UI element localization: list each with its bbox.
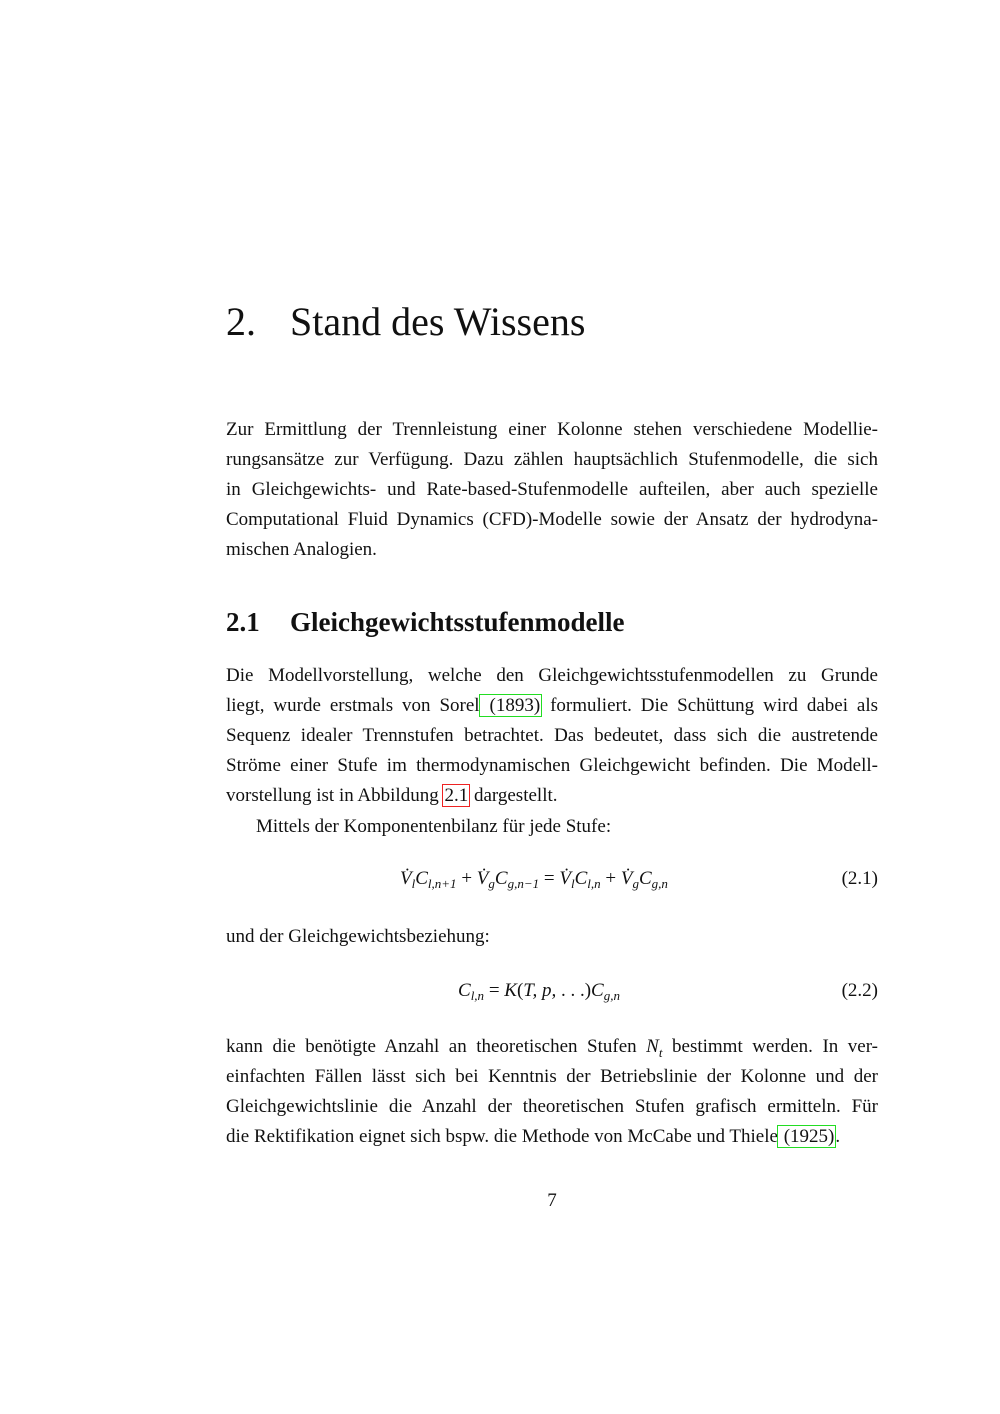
chapter-title: Stand des Wissens [290, 299, 586, 344]
text-line [226, 781, 878, 811]
paragraph-balance-intro [226, 812, 878, 842]
text-fragment: dargestellt. [469, 785, 558, 806]
equation-2-1 [226, 868, 878, 902]
intro-paragraph [226, 415, 878, 565]
text-line [226, 1032, 878, 1062]
paragraph-equilibrium-intro [226, 922, 878, 952]
page-number: 7 [547, 1190, 557, 1211]
text-line: einfachten Fällen lässt sich bei Kenntnis der Betriebslinie der Kolonne und der [226, 1066, 878, 1087]
text-line: Gleichgewichtslinie die Anzahl der theoretischen Stufen grafisch ermitteln. Für [226, 1096, 878, 1117]
text-line: mischen Analogien. [226, 539, 377, 560]
text-line [226, 1122, 878, 1152]
equation-body: $V̇_lC_{l,n+1}$ + $V̇_gC_{g,n-1}$ = $V̇_lC_{l,n}$ + $V̇_gC_{g,n}$ [400, 868, 668, 891]
text-fragment: formuliert. Die Schüttung wird dabei als [541, 695, 879, 716]
text-fragment: vorstellung ist in Abbildung [226, 785, 444, 806]
symbol-subscript: t [658, 1044, 663, 1060]
text-line: rungsansätze zur Verfügung. Dazu zählen hauptsächlich Stufenmodelle, die sich [226, 449, 878, 470]
paragraph-stages [226, 1032, 878, 1152]
text-fragment: liegt, wurde erstmals von Sorel [226, 695, 480, 716]
text-fragment: . [835, 1126, 841, 1147]
chapter-number: 2. [226, 299, 256, 344]
equation-2-2 [226, 980, 878, 1014]
text-fragment: die Rektifikation eignet sich bspw. die Methode von McCabe und Thiele [226, 1126, 778, 1147]
section-heading [226, 604, 624, 640]
equation-body: $C_{l,n} = K(T$, p, . . $.)C_{g,n}$ [458, 980, 620, 1003]
text-line: Computational Fluid Dynamics (CFD)-Modelle sowie der Ansatz der hydrodyna- [226, 509, 878, 530]
text-line: Sequenz idealer Trennstufen betrachtet. Das bedeutet, dass sich die austretende [226, 725, 878, 746]
text-fragment: kann die benötigte Anzahl an theoretischen Stufen [226, 1036, 647, 1057]
figure-reference-link[interactable]: 2.1 [444, 785, 469, 806]
paragraph-model [226, 661, 878, 811]
text-line: und der Gleichgewichtsbeziehung: [226, 926, 490, 947]
text-line: Die Modellvorstellung, welche den Gleichgewichtsstufenmodellen zu Grunde [226, 665, 878, 686]
equation-number: (2.1) [841, 868, 878, 889]
text-line: Zur Ermittlung der Trennleistung einer Kolonne stehen verschiedene Modellie- [226, 419, 878, 440]
citation-link[interactable]: (1893) [480, 695, 541, 716]
text-fragment: bestimmt werden. In ver- [662, 1036, 879, 1057]
text-line: Mittels der Komponentenbilanz für jede Stufe: [256, 816, 612, 837]
symbol-N: N [646, 1036, 659, 1057]
chapter-heading [226, 296, 585, 348]
text-line: in Gleichgewichts- und Rate-based-Stufenmodelle aufteilen, aber auch spezielle [226, 479, 878, 500]
section-title: Gleichgewichtsstufenmodelle [290, 607, 625, 637]
section-number: 2.1 [226, 607, 260, 637]
equation-number: (2.2) [841, 980, 878, 1001]
text-line [226, 691, 878, 721]
text-line: Ströme einer Stufe im thermodynamischen Gleichgewicht befinden. Die Modell- [226, 755, 878, 776]
citation-link[interactable]: (1925) [778, 1126, 835, 1147]
